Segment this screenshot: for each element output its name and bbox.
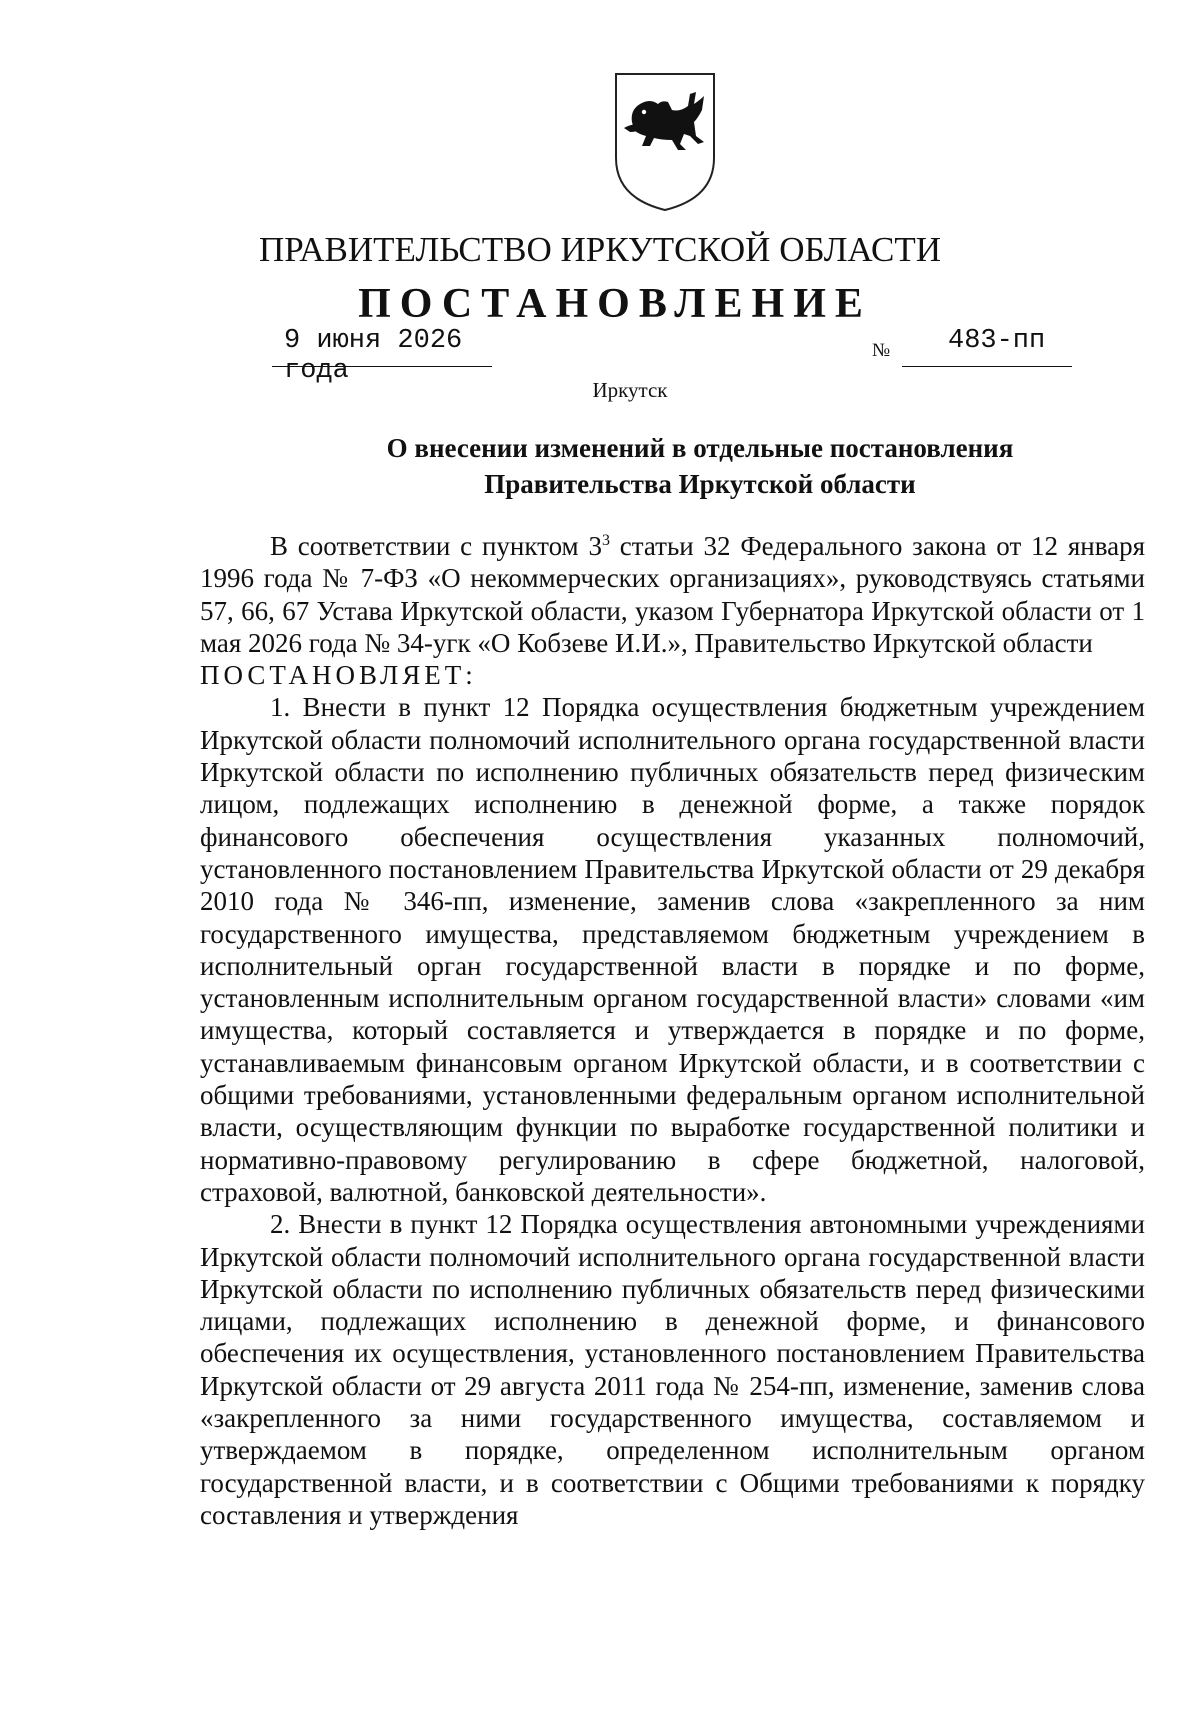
- document-date: 9 июня 2026 года: [284, 326, 463, 386]
- number-underline: [902, 366, 1072, 367]
- city-name: Иркутск: [592, 378, 668, 402]
- document-number: 483-пп: [948, 326, 1046, 356]
- preamble-text-start: В соответствии с пунктом 3: [270, 531, 602, 561]
- document-number-field: [872, 326, 1072, 370]
- date-underline: [272, 366, 492, 367]
- subject-line-2: Правительства Иркутской области: [484, 469, 916, 499]
- number-sign: №: [872, 340, 891, 361]
- government-title: ПРАВИТЕЛЬСТВО ИРКУТСКОЙ ОБЛАСТИ: [259, 230, 941, 269]
- decree-word: ПОСТАНОВЛЯЕТ:: [200, 660, 477, 691]
- document-date-field: [272, 326, 492, 386]
- document-body: [200, 530, 1145, 1531]
- item-2-paragraph: 2. Внести в пункт 12 Порядка осуществления автономными учреждениями Иркутской области полномочий исполнительного органа государственной власти Иркутской области по исполнению публичных обязательств перед физическими лицами, подлежащих исполнению в денежной форме, и финансового обеспечения их осуществления, установленного постановлением Правительства Иркутской области от 29 августа 2011 года № 254-пп, изменение, заменив слова «закрепленного за ними государственного имущества, составляемом и утверждаемом в порядке, определенном исполнительным органом государственной власти, и в соответствии с Общими требованиями к порядку составления и утверждения: [200, 1209, 1145, 1530]
- document-type: ПОСТАНОВЛЕНИЕ: [358, 281, 872, 327]
- coat-of-arms-icon: [610, 70, 720, 213]
- preamble-text-end: статьи 32 Федерального закона от 12 января 1996 года № 7-ФЗ «О некоммерческих организациях», руководствуясь статьями 57, 66, 67 Устава Иркутской области, указом Губернатора Иркутской области от 1 мая 2026 года № 34-угк «О Кобзеве И.И.», Правительство Иркутской области: [200, 531, 1146, 658]
- subject-line-1: О внесении изменений в отдельные постановления: [386, 433, 1014, 463]
- item-1-paragraph: 1. Внести в пункт 12 Порядка осуществления бюджетным учреждением Иркутской области полномочий исполнительного органа государственной власти Иркутской области по исполнению публичных обязательств перед физическим лицом, подлежащих исполнению в денежной форме, а также порядок финансового обеспечения осуществления указанных полномочий, установленного постановлением Правительства Иркутской области от 29 декабря 2010 года № 346-пп, изменение, заменив слова «закрепленного за ним государственного имущества, представляемом бюджетным учреждением в исполнительный орган государственной власти в порядке и по форме, установленным исполнительным органом государственной власти» словами «им имущества, который составляется и утверждается в порядке и по форме, устанавливаемым финансовым органом Иркутской области, и в соответствии с общими требованиями, установленными федеральным органом исполнительной власти, осуществляющим функции по выработке государственной политики и нормативно-правовому регулированию в сфере бюджетной, налоговой, страховой, валютной, банковской деятельности».: [200, 692, 1145, 1207]
- preamble-paragraph: [200, 530, 1145, 659]
- preamble-superscript: 3: [601, 532, 610, 549]
- document-subject: [200, 430, 1160, 502]
